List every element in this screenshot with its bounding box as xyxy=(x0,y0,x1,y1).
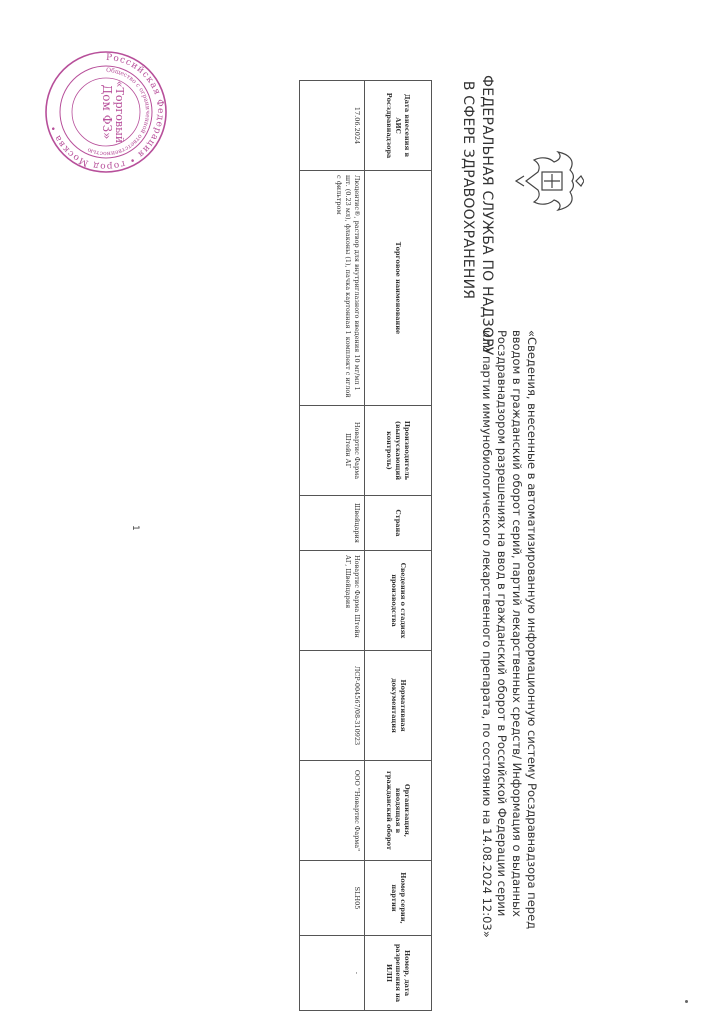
cell-production-stages: Новартис Фарма Штейн АГ, Швейцария xyxy=(300,551,365,651)
page-number: 1 xyxy=(130,525,140,531)
document-heading: «Сведения, внесенные в автоматизированную информационную систему Росздравнадзора перед вводом в гражданский оборот серий, партий лекарственных средств/ Информация о выданных Росздравнадзором разрешениях на ввод в гражданский оборот в Российской Федерации серии или партии иммунобиологического лекарственного препарата, по состоянию на 14.08.2024 12:03» xyxy=(480,330,539,938)
cell-country: Швейцария xyxy=(300,496,365,551)
cell-manufacturer: Новартис Фарма Штейн АГ xyxy=(300,406,365,496)
seal-inner-text: Общество с ограниченной ответственностью xyxy=(86,66,152,158)
agency-name-line-1: ФЕДЕРАЛЬНАЯ СЛУЖБА ПО НАДЗОРУ xyxy=(479,75,495,356)
header-production-stages: Сведения о стадиях производства xyxy=(365,551,432,651)
header-date: Дата внесения в АИС Росздравнадзора xyxy=(365,81,432,171)
registration-table xyxy=(299,80,432,1011)
header-batch-number: Номер серии, партии xyxy=(365,861,432,936)
seal-center-line-2: Дом ФЗ» xyxy=(100,84,114,140)
seal-outer-text: Российская Федерация • город Москва • xyxy=(48,52,166,172)
company-seal-stamp xyxy=(44,50,168,174)
cell-trade-name: Люцентис®, раствор для внутриглазного введения 10 мг/мл 1 шт. (0.23 мл), флаконы (1), пачка картонная 1 комплект с иглой с фильтром xyxy=(300,171,365,406)
scan-dot xyxy=(685,1000,688,1003)
header-permit-number: Номер, дата разрешения на ИЛП xyxy=(365,936,432,1011)
agency-name-line-2: В СФЕРЕ ЗДРАВООХРАНЕНИЯ xyxy=(460,80,476,300)
cell-distributor: ООО "Новартис Фарма" xyxy=(300,761,365,861)
double-headed-eagle-emblem-icon xyxy=(514,150,584,212)
cell-date: 17.06.2024 xyxy=(300,81,365,171)
cell-permit-number: - xyxy=(300,936,365,1011)
seal-center-line-1: «Торговый xyxy=(113,80,126,144)
table-header-row xyxy=(365,81,432,1011)
header-country: Страна xyxy=(365,496,432,551)
header-manufacturer: Производитель (выпускающий контроль) xyxy=(365,406,432,496)
header-trade-name: Торговое наименование xyxy=(365,171,432,406)
cell-batch-number: SLH05 xyxy=(300,861,365,936)
seal-center-text xyxy=(100,50,126,174)
header-distributor: Организация, вводящая в гражданский оборот xyxy=(365,761,432,861)
cell-regulatory-document: ЛСР-004567/08-310923 xyxy=(300,651,365,761)
header-regulatory-document: Нормативная документация xyxy=(365,651,432,761)
agency-name xyxy=(458,75,496,356)
table-row xyxy=(300,81,365,1011)
